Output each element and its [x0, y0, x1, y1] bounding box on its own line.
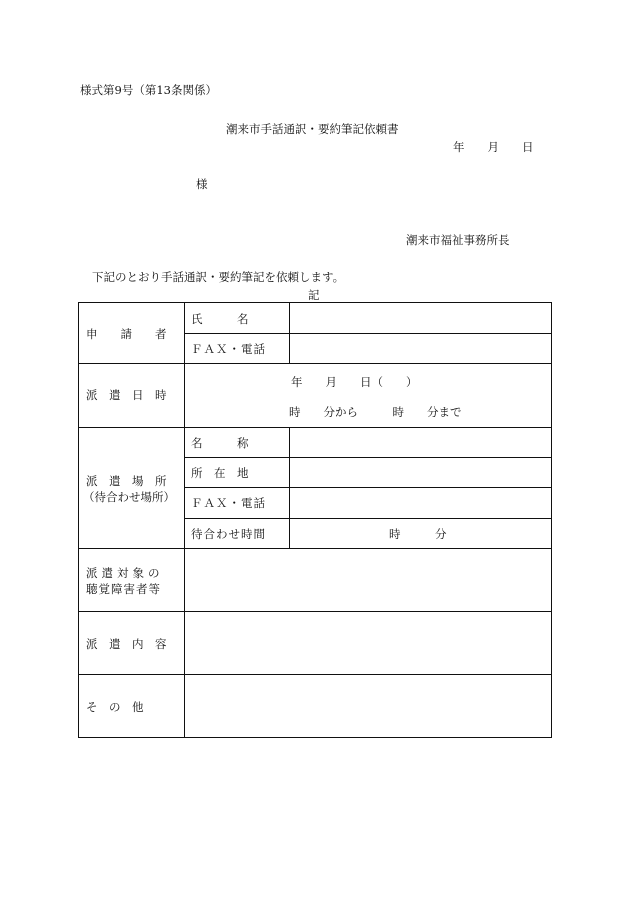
applicant-label: 申 請 者 [86, 327, 167, 341]
row-divider [79, 611, 551, 612]
date-placeholder: 年 月 日（ ） [291, 375, 418, 389]
row-divider [185, 457, 551, 458]
form-number: 様式第9号（第13条関係） [80, 83, 217, 97]
column-divider [289, 303, 290, 363]
addressee-honorific: 様 [196, 177, 208, 191]
row-divider [79, 548, 551, 549]
intro-text: 下記のとおり手話通訳・要約筆記を依頼します。 [92, 270, 345, 284]
row-divider [79, 674, 551, 675]
column-divider [289, 427, 290, 548]
row-divider [185, 518, 551, 519]
address-label: 所 在 地 [191, 466, 249, 480]
other-label: そ の 他 [86, 700, 144, 714]
fax-tel-label: ＦＡＸ・電話 [191, 342, 266, 356]
dispatch-datetime-label: 派 遣 日 時 [86, 388, 167, 402]
name-label: 氏 名 [191, 312, 249, 326]
request-form-table [78, 302, 552, 738]
time-placeholder: 時 分から 時 分まで [289, 405, 462, 419]
column-divider [184, 303, 185, 737]
dispatch-place-label: 派 遣 場 所 [86, 474, 167, 488]
place-name-label: 名 称 [191, 436, 249, 450]
row-divider [185, 333, 551, 334]
meeting-time-placeholder: 時 分 [389, 527, 447, 541]
issuer: 潮来市福祉事務所長 [406, 233, 510, 247]
row-divider [185, 487, 551, 488]
row-divider [79, 363, 551, 364]
row-divider [79, 427, 551, 428]
fax-tel-label-2: ＦＡＸ・電話 [191, 496, 266, 510]
target-label-line1: 派遣対象の [86, 566, 164, 580]
target-label-line2: 聴覚障害者等 [86, 582, 161, 596]
document-title: 潮来市手話通訳・要約筆記依頼書 [226, 122, 399, 136]
date-line: 年 月 日 [453, 140, 534, 154]
content-label: 派 遣 内 容 [86, 637, 167, 651]
meeting-time-label: 待合わせ時間 [191, 527, 266, 541]
ki-heading: 記 [308, 288, 320, 302]
meeting-place-label: （待合わせ場所） [83, 490, 175, 504]
